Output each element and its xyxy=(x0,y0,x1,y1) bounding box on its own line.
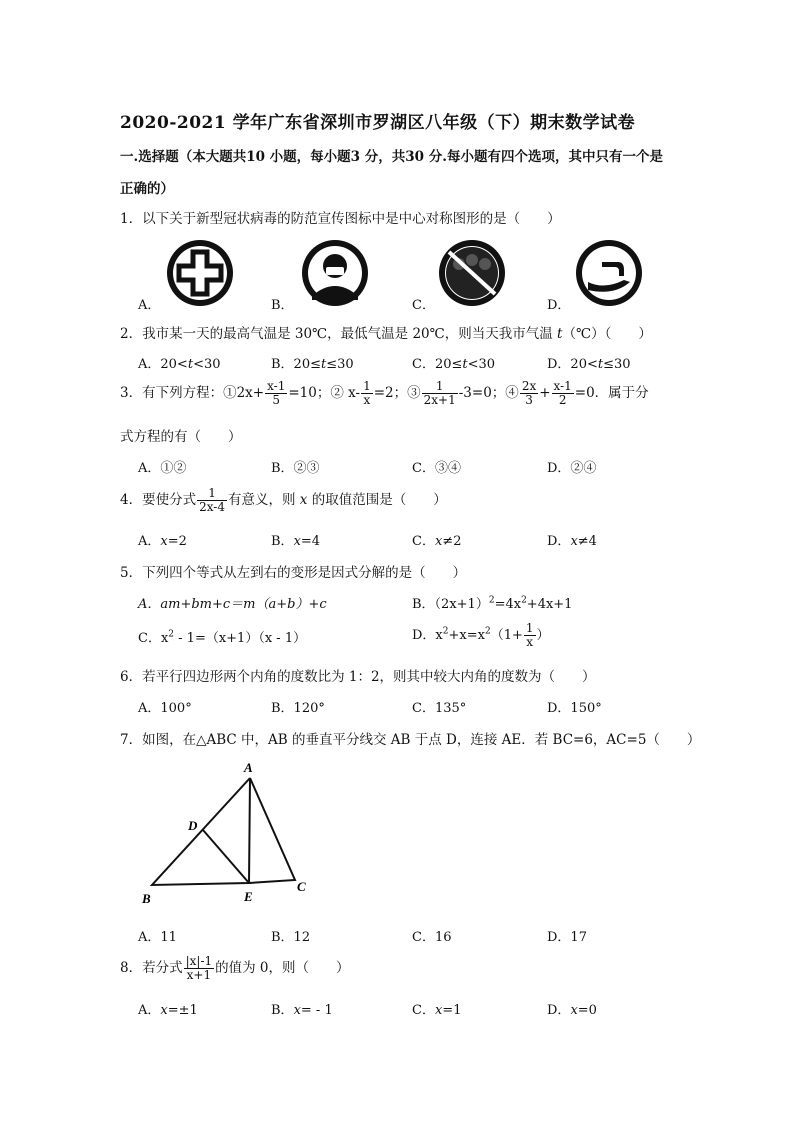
q5-b-part1: B．（2x+1） xyxy=(412,597,489,612)
q8-option-d[interactable] xyxy=(547,999,597,1018)
q2-option-d[interactable] xyxy=(547,353,631,372)
q4-d-var: x xyxy=(570,534,578,549)
q8-a-label: A． xyxy=(138,1003,161,1018)
q5-option-d[interactable] xyxy=(412,622,550,649)
q2-a-rest: <30 xyxy=(193,357,221,372)
q2-option-c[interactable] xyxy=(412,353,495,372)
q4-c-label: C． xyxy=(412,534,435,549)
medical-cross-icon xyxy=(165,238,235,308)
section-header-line2: 正确的） xyxy=(120,181,174,197)
q8-num: |x|-1 xyxy=(185,954,213,968)
q5-d-exp2: 2 xyxy=(484,626,491,637)
q3-eq2-a: x- xyxy=(348,385,361,401)
q3-eq1-b: =10；② xyxy=(288,385,344,401)
crossed-out-crowd-icon xyxy=(437,238,507,308)
q8-c-label: C． xyxy=(412,1003,435,1018)
q7-option-b[interactable]: B．12 xyxy=(271,930,311,945)
q5-option-c[interactable] xyxy=(138,627,306,646)
q7-option-d[interactable]: D．17 xyxy=(547,930,587,945)
q1-option-a[interactable]: A． xyxy=(138,298,161,313)
q8-b-label: B． xyxy=(271,1003,294,1018)
q5-c-exp: 2 xyxy=(168,629,175,640)
q7-option-c[interactable]: C．16 xyxy=(412,930,452,945)
q5-option-b[interactable] xyxy=(412,593,572,612)
q3-eq2-den: x xyxy=(363,393,371,407)
q8-d-rest: =0 xyxy=(577,1003,597,1018)
q3-eq4-fraction2 xyxy=(552,380,574,407)
q8-b-rest: = - 1 xyxy=(300,1003,333,1018)
hand-washing-icon xyxy=(574,238,644,308)
point-e-label: E xyxy=(244,889,253,904)
q5-c-part2: - 1=（x+1）（x - 1） xyxy=(174,631,307,646)
page-title: 2020-2021 学年广东省深圳市罗湖区八年级（下）期末数学试卷 xyxy=(120,113,636,133)
q3-eq4-num1: 2x xyxy=(521,379,537,393)
q3-eq4-plus: + xyxy=(539,385,551,401)
q4-option-a[interactable] xyxy=(138,530,187,549)
q8-a-rest: =±1 xyxy=(167,1003,198,1018)
q6-option-b[interactable]: B．120° xyxy=(271,701,325,716)
q3-eq3-num: 1 xyxy=(422,380,458,394)
q3-option-b[interactable]: B．②③ xyxy=(271,461,320,476)
q4-num: 1 xyxy=(197,487,227,501)
q2-b-rest: ≤30 xyxy=(326,357,354,372)
q2-stem-text: 2．我市某一天的最高气温是 30℃，最低气温是 20℃，则当天我市气温 xyxy=(120,326,553,342)
q3-eq3-b: -3=0；④ xyxy=(458,385,519,401)
q5-d-part1: D．x xyxy=(412,628,443,643)
q6-option-a[interactable]: A．100° xyxy=(138,701,192,716)
q4-a-rest: =2 xyxy=(167,534,187,549)
q8-option-a[interactable] xyxy=(138,999,198,1018)
q3-eq4-num2: x-1 xyxy=(553,379,572,393)
q5-b-part2: =4x xyxy=(494,597,522,612)
q3-eq4-fraction1 xyxy=(520,380,538,407)
q8-option-b[interactable] xyxy=(271,999,333,1018)
q4-a-label: A． xyxy=(138,534,161,549)
triangle-figure xyxy=(138,758,318,908)
q2-var: t xyxy=(557,326,563,342)
q8-c-rest: =1 xyxy=(442,1003,462,1018)
q4-fraction xyxy=(197,487,227,514)
q2-option-b[interactable] xyxy=(271,353,354,372)
q8-b-var: x xyxy=(293,1003,301,1018)
q5-d-fraction xyxy=(524,622,536,649)
vertex-a-label: A xyxy=(244,760,253,775)
q4-option-b[interactable] xyxy=(271,530,320,549)
q3-eq1-fraction xyxy=(265,380,287,407)
q4-d-label: D． xyxy=(547,534,571,549)
q3-option-d[interactable]: D．②④ xyxy=(547,461,597,476)
masked-person-icon xyxy=(300,238,370,308)
q8-d-var: x xyxy=(570,1003,578,1018)
q8-option-c[interactable] xyxy=(412,999,461,1018)
q2-d-rest: ≤30 xyxy=(603,357,631,372)
q2-d-var: t xyxy=(597,357,604,372)
q2-b-var: t xyxy=(321,357,327,372)
section-header-line1: 一.选择题（本大题共10 小题，每小题3 分，共30 分.每小题有四个选项，其中只有一个是 xyxy=(120,149,663,165)
q1-option-b[interactable]: B． xyxy=(271,298,294,313)
q8-d-label: D． xyxy=(547,1003,571,1018)
question-2-stem xyxy=(120,322,652,342)
q2-d-label: D．20< xyxy=(547,357,598,372)
q4-den: 2x-4 xyxy=(199,500,225,514)
question-3-stem xyxy=(120,380,649,407)
q4-c-var: x xyxy=(434,534,443,549)
q3-eq3-fraction xyxy=(422,380,458,407)
question-3-line2: 式方程的有（ ） xyxy=(120,429,242,445)
q4-var: x xyxy=(299,492,308,508)
q3-eq1-num: x-1 xyxy=(267,379,286,393)
q4-d-rest: ≠4 xyxy=(577,534,597,549)
question-7-stem: 7．如图，在△ABC 中，AB 的垂直平分线交 AB 于点 D，连接 AE．若 BC=6，AC=5（ ） xyxy=(120,732,701,748)
q8-a-var: x xyxy=(160,1003,168,1018)
q5-d-exp1: 2 xyxy=(442,626,449,637)
q5-b-part3: +4x+1 xyxy=(526,597,573,612)
q4-b-label: B． xyxy=(271,534,294,549)
q4-suffix1: 有意义，则 xyxy=(227,492,296,508)
q1-option-d[interactable]: D． xyxy=(547,298,571,313)
q5-d-part3: （1+ xyxy=(490,628,523,643)
q3-eq2-fraction xyxy=(361,380,373,407)
q3-eq1-den: 5 xyxy=(272,393,281,407)
q3-option-c[interactable]: C．③④ xyxy=(412,461,461,476)
q2-a-var: t xyxy=(187,357,194,372)
q8-fraction xyxy=(184,955,215,982)
q8-prefix: 8．若分式 xyxy=(120,960,183,976)
q4-option-d[interactable] xyxy=(547,530,597,549)
q3-option-a[interactable]: A．①② xyxy=(138,461,187,476)
q2-option-a[interactable] xyxy=(138,353,221,372)
q5-c-part1: C．x xyxy=(138,631,169,646)
vertex-b-label: B xyxy=(142,891,151,906)
q3-eq4-den2: 2 xyxy=(558,393,567,407)
q3-prefix: 3．有下列方程：① xyxy=(120,385,237,401)
vertex-c-label: C xyxy=(297,879,306,894)
q2-c-rest: <30 xyxy=(467,357,496,372)
q4-option-c[interactable] xyxy=(412,530,461,549)
q8-suffix: 的值为 0，则（ ） xyxy=(215,960,350,976)
q4-b-var: x xyxy=(293,534,301,549)
q4-suffix2: 的取值范围是（ ） xyxy=(311,492,447,508)
q5-d-den: x xyxy=(526,635,534,649)
q2-b-label: B．20≤ xyxy=(271,357,321,372)
q2-unit: （℃）（ ） xyxy=(562,326,652,342)
point-d-label: D xyxy=(188,818,198,833)
q4-c-rest: ≠2 xyxy=(442,534,462,549)
question-4-stem xyxy=(120,487,447,514)
q3-eq3-den: 2x+1 xyxy=(423,393,456,407)
q5-b-exp1: 2 xyxy=(488,595,495,606)
q5-d-part4: ） xyxy=(536,628,550,643)
q2-c-label: C．20≤ xyxy=(412,357,463,372)
q5-d-part2: +x=x xyxy=(448,628,485,643)
question-1-stem: 1．以下关于新型冠状病毒的防范宣传图标中是中心对称图形的是（ ） xyxy=(120,211,561,227)
question-8-stem xyxy=(120,955,350,982)
q3-eq4-den1: 3 xyxy=(525,393,533,407)
q8-den: x+1 xyxy=(186,968,212,982)
q4-prefix: 4．要使分式 xyxy=(120,492,197,508)
q3-eq1-a: 2x+ xyxy=(236,385,265,401)
q3-eq4-b: =0．属于分 xyxy=(574,385,649,401)
q6-option-d[interactable]: D．150° xyxy=(547,701,602,716)
q3-eq2-b: =2；③ xyxy=(373,385,421,401)
q6-option-c[interactable]: C．135° xyxy=(412,701,467,716)
q4-b-rest: =4 xyxy=(300,534,321,549)
q8-c-var: x xyxy=(434,1003,443,1018)
q1-option-c[interactable]: C． xyxy=(412,298,435,313)
q5-d-num: 1 xyxy=(525,621,534,635)
q2-a-label: A．20< xyxy=(138,357,188,372)
question-5-stem: 5．下列四个等式从左到右的变形是因式分解的是（ ） xyxy=(120,565,467,581)
q5-b-exp2: 2 xyxy=(521,595,527,606)
q7-option-a[interactable]: A．11 xyxy=(138,930,177,945)
q3-eq2-num: 1 xyxy=(363,379,371,393)
q2-c-var: t xyxy=(462,357,468,372)
question-6-stem: 6．若平行四边形两个内角的度数比为 1：2，则其中较大内角的度数为（ ） xyxy=(120,669,596,685)
q5-option-a[interactable]: A．am+bm+c＝m（a+b）+c xyxy=(138,597,327,612)
q4-a-var: x xyxy=(160,534,168,549)
